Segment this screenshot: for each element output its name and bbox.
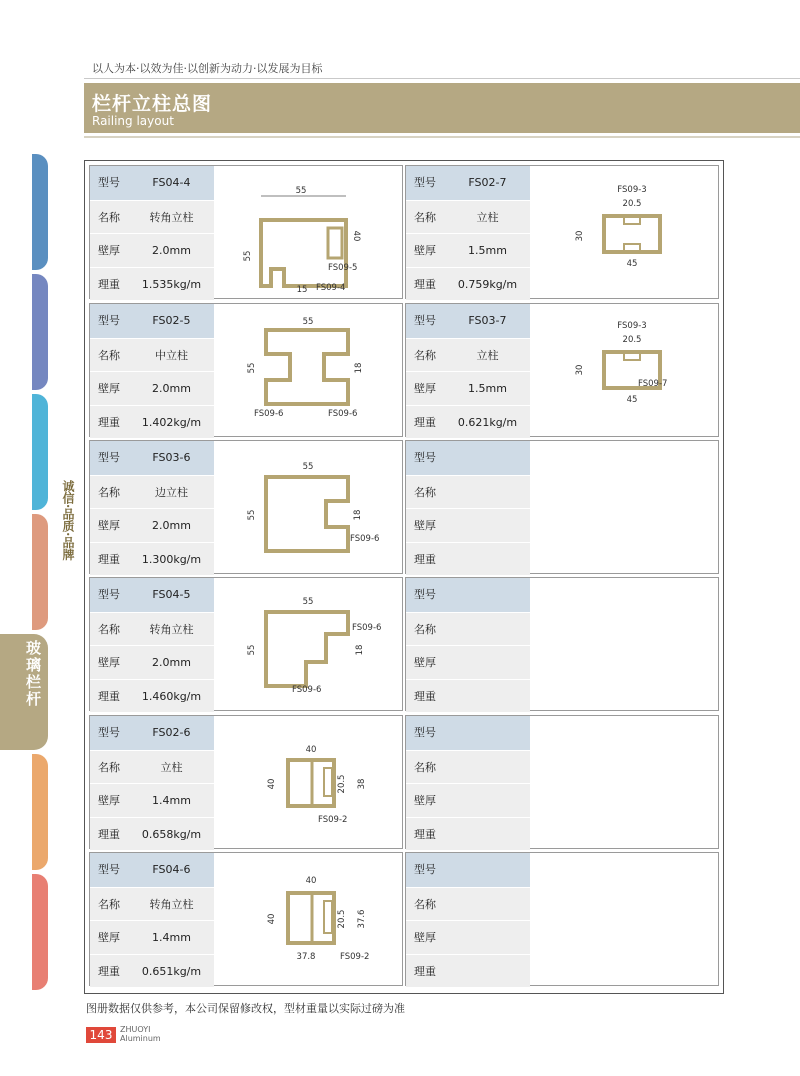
spec-label: 壁厚 xyxy=(406,784,445,817)
spec-label: 型号 xyxy=(406,441,445,475)
spec-label: 理重 xyxy=(406,268,445,301)
spec-value: FS02-5 xyxy=(129,304,214,338)
spec-value: 0.651kg/m xyxy=(129,955,214,988)
spec-row-model xyxy=(90,716,214,750)
dim-width: 55 xyxy=(295,186,307,196)
dim-height: 55 xyxy=(247,509,257,521)
dim-height: 40 xyxy=(267,913,277,925)
spec-row-weight xyxy=(90,817,214,851)
side-tab-7[interactable] xyxy=(32,874,48,990)
side-tab-2[interactable] xyxy=(32,274,48,390)
spec-label: 名称 xyxy=(406,201,445,234)
spec-label: 名称 xyxy=(90,476,129,509)
spec-value xyxy=(445,888,530,921)
spec-value: 2.0mm xyxy=(129,509,214,542)
spec-label: 名称 xyxy=(406,476,445,509)
spec-value xyxy=(445,751,530,784)
spec-label: 壁厚 xyxy=(90,646,129,679)
dim-slot: 18 xyxy=(354,362,364,374)
part-label: FS09-2 xyxy=(340,952,370,962)
profile-drawing-svg xyxy=(532,304,718,436)
spec-row-model xyxy=(406,441,530,475)
spec-label: 型号 xyxy=(406,853,445,887)
spec-row-name xyxy=(90,475,214,509)
spec-value: FS04-6 xyxy=(129,853,214,887)
spec-label: 壁厚 xyxy=(90,372,129,405)
side-tab-glass-railing-label: 玻璃栏杆 xyxy=(24,640,42,708)
spec-label: 名称 xyxy=(90,339,129,372)
spec-row-weight xyxy=(90,267,214,301)
dim-side: 38 xyxy=(357,778,367,790)
page-title: 栏杆立柱总图 xyxy=(92,93,213,115)
spec-value: FS02-6 xyxy=(129,716,214,750)
profile-drawing xyxy=(532,166,718,298)
spec-row-weight xyxy=(406,405,530,439)
spec-label: 型号 xyxy=(90,853,129,887)
spec-label: 壁厚 xyxy=(406,921,445,954)
profile-drawing-svg xyxy=(216,578,402,710)
spec-value xyxy=(445,921,530,954)
spec-row-name xyxy=(406,750,530,784)
spec-row-weight xyxy=(406,267,530,301)
spec-row-thickness xyxy=(90,645,214,679)
spec-value xyxy=(445,476,530,509)
dim-slot: 20.5 xyxy=(337,909,347,929)
spec-row-name xyxy=(406,887,530,921)
dim-height: 40 xyxy=(267,778,277,790)
spec-value xyxy=(445,543,530,576)
profile-drawing xyxy=(532,441,718,573)
spec-row-thickness xyxy=(90,233,214,267)
spec-value: FS04-5 xyxy=(129,578,214,612)
product-cell xyxy=(89,852,403,986)
spec-label: 理重 xyxy=(406,406,445,439)
title-divider xyxy=(84,136,800,138)
dim-height: 55 xyxy=(247,362,257,374)
dim-width: 40 xyxy=(305,876,317,886)
spec-label: 壁厚 xyxy=(90,784,129,817)
brand-sub: Aluminum xyxy=(120,1034,161,1043)
spec-row-thickness xyxy=(90,508,214,542)
spec-label: 型号 xyxy=(406,166,445,200)
spec-label: 理重 xyxy=(90,268,129,301)
spec-value: 1.460kg/m xyxy=(129,680,214,713)
spec-row-model xyxy=(406,853,530,887)
spec-label: 型号 xyxy=(90,166,129,200)
spec-value: 0.658kg/m xyxy=(129,818,214,851)
spec-row-thickness xyxy=(90,920,214,954)
spec-row-thickness xyxy=(406,508,530,542)
profile-drawing xyxy=(216,716,402,848)
spec-value: 0.759kg/m xyxy=(445,268,530,301)
profile-drawing xyxy=(216,441,402,573)
spec-label: 名称 xyxy=(406,339,445,372)
spec-value xyxy=(445,646,530,679)
spec-label: 壁厚 xyxy=(406,234,445,267)
dim-width: 45 xyxy=(626,259,638,269)
spec-row-model xyxy=(406,578,530,612)
spec-value xyxy=(445,716,530,750)
spec-row-weight xyxy=(90,542,214,576)
spec-label: 名称 xyxy=(90,751,129,784)
spec-label: 壁厚 xyxy=(90,921,129,954)
profile-drawing xyxy=(216,853,402,985)
profile-drawing xyxy=(532,716,718,848)
spec-row-thickness xyxy=(90,783,214,817)
side-tab-6[interactable] xyxy=(32,754,48,870)
spec-row-thickness xyxy=(90,371,214,405)
part-label: FS09-3 xyxy=(617,185,647,195)
spec-value: FS03-6 xyxy=(129,441,214,475)
dim-height: 55 xyxy=(247,644,257,656)
spec-value: 1.4mm xyxy=(129,784,214,817)
page-number: 143 xyxy=(86,1027,116,1043)
spec-value: FS02-7 xyxy=(445,166,530,200)
profile-drawing xyxy=(216,304,402,436)
profile-drawing-svg xyxy=(216,166,402,298)
part-label: FS09-6 xyxy=(254,409,284,419)
spec-value xyxy=(445,509,530,542)
spec-row-model xyxy=(90,853,214,887)
spec-row-weight xyxy=(406,679,530,713)
spec-value: 1.5mm xyxy=(445,372,530,405)
spec-value: 立柱 xyxy=(445,339,530,372)
spec-label: 型号 xyxy=(90,578,129,612)
profile-drawing-svg xyxy=(216,441,402,573)
brand-name: ZHUOYI xyxy=(120,1025,151,1034)
spec-label: 型号 xyxy=(90,716,129,750)
title-band xyxy=(84,83,800,133)
dim-side: 37.6 xyxy=(357,909,367,929)
side-motto: 诚信·品质·品牌 xyxy=(61,480,75,561)
spec-row-name xyxy=(406,338,530,372)
spec-label: 型号 xyxy=(406,716,445,750)
dim-top: 20.5 xyxy=(622,335,642,345)
spec-label: 名称 xyxy=(90,613,129,646)
spec-value: 1.402kg/m xyxy=(129,406,214,439)
spec-row-model xyxy=(90,304,214,338)
spec-value xyxy=(445,784,530,817)
profile-drawing xyxy=(216,578,402,710)
spec-label: 名称 xyxy=(90,888,129,921)
product-cell xyxy=(89,577,403,711)
spec-row-weight xyxy=(406,817,530,851)
product-cell xyxy=(89,165,403,299)
profile-drawing-svg xyxy=(216,304,402,436)
spec-label: 型号 xyxy=(406,578,445,612)
spec-label: 理重 xyxy=(90,406,129,439)
product-cell xyxy=(89,303,403,437)
spec-row-name xyxy=(90,612,214,646)
spec-label: 理重 xyxy=(406,543,445,576)
spec-row-name xyxy=(406,200,530,234)
dim-height: 30 xyxy=(575,364,585,376)
brand-logo xyxy=(120,1025,161,1043)
spec-value: 立柱 xyxy=(129,751,214,784)
spec-row-weight xyxy=(90,679,214,713)
spec-label: 理重 xyxy=(90,543,129,576)
part-label: FS09-6 xyxy=(328,409,358,419)
spec-row-name xyxy=(406,612,530,646)
product-cell xyxy=(405,715,719,849)
spec-label: 壁厚 xyxy=(90,234,129,267)
spec-value: 1.4mm xyxy=(129,921,214,954)
spec-row-name xyxy=(406,475,530,509)
spec-label: 理重 xyxy=(90,680,129,713)
product-cell xyxy=(89,715,403,849)
dim-top: 20.5 xyxy=(622,199,642,209)
spec-row-thickness xyxy=(406,645,530,679)
spec-label: 型号 xyxy=(90,304,129,338)
spec-value: 边立柱 xyxy=(129,476,214,509)
header-slogan: 以人为本·以效为佳·以创新为动力·以发展为目标 xyxy=(92,62,323,75)
part-label: FS09-5 xyxy=(328,263,358,273)
spec-row-model xyxy=(90,441,214,475)
side-tab-1[interactable] xyxy=(32,154,48,270)
spec-label: 壁厚 xyxy=(90,509,129,542)
spec-label: 名称 xyxy=(90,201,129,234)
spec-label: 壁厚 xyxy=(406,509,445,542)
spec-value xyxy=(445,441,530,475)
dim-slot: 20.5 xyxy=(337,774,347,794)
part-label: FS09-6 xyxy=(352,623,382,633)
spec-value xyxy=(445,853,530,887)
spec-value: 1.535kg/m xyxy=(129,268,214,301)
profile-drawing xyxy=(532,304,718,436)
spec-row-model xyxy=(406,716,530,750)
footer-note: 图册数据仅供参考，本公司保留修改权，型材重量以实际过磅为准 xyxy=(86,1002,405,1015)
dim-slot: 18 xyxy=(355,644,365,656)
product-grid xyxy=(84,160,724,994)
spec-label: 理重 xyxy=(406,818,445,851)
spec-row-weight xyxy=(90,405,214,439)
spec-value xyxy=(445,955,530,988)
spec-row-weight xyxy=(406,954,530,988)
profile-drawing xyxy=(532,853,718,985)
spec-value xyxy=(445,613,530,646)
dim-width: 45 xyxy=(626,395,638,405)
dim-width: 55 xyxy=(302,317,314,327)
spec-label: 型号 xyxy=(90,441,129,475)
side-tab-4[interactable] xyxy=(32,514,48,630)
part-label: FS09-7 xyxy=(638,379,668,389)
part-label: FS09-6 xyxy=(350,534,380,544)
dim-height: 55 xyxy=(243,250,253,262)
dim-height: 30 xyxy=(575,230,585,242)
spec-row-model xyxy=(90,166,214,200)
spec-value: 2.0mm xyxy=(129,372,214,405)
side-tab-3[interactable] xyxy=(32,394,48,510)
spec-value xyxy=(445,680,530,713)
dim-width: 55 xyxy=(302,597,314,607)
product-cell xyxy=(405,852,719,986)
spec-value: 转角立柱 xyxy=(129,613,214,646)
spec-label: 理重 xyxy=(406,680,445,713)
spec-value: 中立柱 xyxy=(129,339,214,372)
product-cell xyxy=(89,440,403,574)
spec-row-thickness xyxy=(406,233,530,267)
spec-row-thickness xyxy=(406,371,530,405)
slogan-divider xyxy=(84,78,800,79)
spec-value: FS04-4 xyxy=(129,166,214,200)
product-cell xyxy=(405,577,719,711)
dim-slot: 18 xyxy=(353,509,363,521)
dim-width: 40 xyxy=(305,745,317,755)
product-cell xyxy=(405,303,719,437)
spec-row-model xyxy=(406,166,530,200)
spec-value: FS03-7 xyxy=(445,304,530,338)
part-label: FS09-2 xyxy=(318,815,348,825)
spec-label: 壁厚 xyxy=(406,646,445,679)
profile-drawing-svg xyxy=(532,166,718,298)
page-subtitle: Railing layout xyxy=(92,114,174,128)
spec-row-name xyxy=(90,750,214,784)
spec-value: 2.0mm xyxy=(129,646,214,679)
spec-row-thickness xyxy=(406,783,530,817)
spec-value: 2.0mm xyxy=(129,234,214,267)
spec-label: 理重 xyxy=(90,955,129,988)
part-label: FS09-3 xyxy=(617,321,647,331)
spec-value: 立柱 xyxy=(445,201,530,234)
spec-row-weight xyxy=(406,542,530,576)
spec-row-name xyxy=(90,200,214,234)
spec-value xyxy=(445,818,530,851)
part-label: FS09-4 xyxy=(316,283,346,293)
spec-value xyxy=(445,578,530,612)
spec-label: 名称 xyxy=(406,751,445,784)
dim-bottom: 37.8 xyxy=(296,952,316,962)
spec-value: 转角立柱 xyxy=(129,888,214,921)
spec-row-name xyxy=(90,887,214,921)
part-label: FS09-6 xyxy=(292,685,322,695)
profile-drawing-svg xyxy=(216,853,402,985)
spec-label: 名称 xyxy=(406,888,445,921)
profile-drawing xyxy=(532,578,718,710)
spec-row-name xyxy=(90,338,214,372)
spec-value: 转角立柱 xyxy=(129,201,214,234)
spec-row-model xyxy=(406,304,530,338)
spec-label: 理重 xyxy=(406,955,445,988)
profile-drawing-svg xyxy=(216,716,402,848)
spec-label: 型号 xyxy=(406,304,445,338)
spec-value: 1.300kg/m xyxy=(129,543,214,576)
dim-bottom: 15 xyxy=(296,285,308,295)
profile-drawing xyxy=(216,166,402,298)
dim-width: 55 xyxy=(302,462,314,472)
dim-slot: 40 xyxy=(351,230,361,242)
spec-label: 理重 xyxy=(90,818,129,851)
product-cell xyxy=(405,165,719,299)
spec-label: 壁厚 xyxy=(406,372,445,405)
spec-label: 名称 xyxy=(406,613,445,646)
spec-row-model xyxy=(90,578,214,612)
spec-row-weight xyxy=(90,954,214,988)
spec-value: 1.5mm xyxy=(445,234,530,267)
product-cell xyxy=(405,440,719,574)
spec-row-thickness xyxy=(406,920,530,954)
spec-value: 0.621kg/m xyxy=(445,406,530,439)
